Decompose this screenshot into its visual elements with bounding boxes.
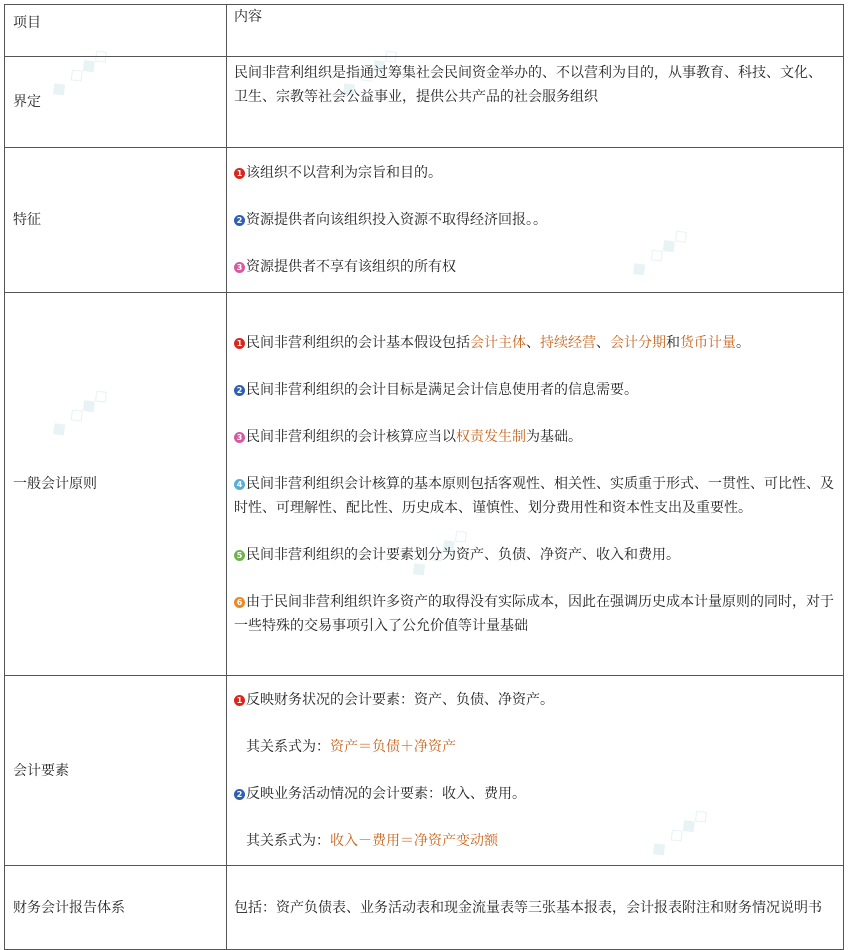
principle-text: 民间非营利组织的会计要素划分为资产、负债、净资产、收入和费用。 bbox=[246, 546, 680, 563]
separator-text: 、 bbox=[596, 334, 610, 351]
watermark-logo: ◆ ◇◆◇ bbox=[44, 381, 114, 443]
list-item bbox=[234, 425, 835, 449]
principle-text: 民间非营利组织的会计目标是满足会计信息使用者的信息需要。 bbox=[246, 381, 638, 398]
separator-text: 和 bbox=[666, 334, 680, 351]
table-row bbox=[5, 866, 844, 950]
feature-text: 资源提供者不享有该组织的所有权 bbox=[246, 259, 456, 275]
row-content-report bbox=[227, 866, 844, 950]
number-badge-icon: 2 bbox=[234, 789, 245, 800]
number-badge-icon: 6 bbox=[234, 597, 245, 608]
row-content-elements bbox=[227, 676, 844, 866]
table-header-row bbox=[5, 5, 844, 57]
principle-text: 民间非营利组织会计核算的基本原则包括客观性、相关性、实质重于形式、一贯性、可比性、及时性、可理解性、配比性、历史成本、谨慎性、划分费用性和资本性支出及重要性。 bbox=[234, 475, 834, 516]
row-content-definition bbox=[227, 57, 844, 148]
list-item bbox=[234, 472, 835, 520]
principle-text: 为基础。 bbox=[526, 428, 582, 445]
element-text: 反映财务状况的会计要素：资产、负债、净资产。 bbox=[246, 692, 554, 708]
list-item bbox=[234, 590, 835, 638]
number-badge-icon: 1 bbox=[234, 168, 245, 179]
number-badge-icon: 5 bbox=[234, 550, 245, 561]
row-content-principles bbox=[227, 293, 844, 676]
highlight-term: 持续经营 bbox=[540, 334, 596, 351]
feature-text: 该组织不以营利为宗旨和目的。 bbox=[246, 165, 442, 181]
highlight-term: 会计主体 bbox=[470, 334, 526, 351]
feature-text: 资源提供者向该组织投入资源不取得经济回报。。 bbox=[246, 212, 547, 228]
relation-line bbox=[234, 735, 835, 759]
list-item bbox=[234, 378, 835, 402]
row-label-definition: 界定 bbox=[5, 57, 227, 148]
row-label-elements: 会计要素 bbox=[5, 676, 227, 866]
watermark-logo: ◆ ◇◆◇ bbox=[404, 521, 474, 583]
list-item bbox=[234, 688, 835, 712]
row-content-features bbox=[227, 148, 844, 293]
row-label-principles: 一般会计原则 bbox=[5, 293, 227, 676]
highlight-term: 货币计量 bbox=[680, 334, 736, 351]
number-badge-icon: 3 bbox=[234, 432, 245, 443]
table-row bbox=[5, 148, 844, 293]
table-row bbox=[5, 293, 844, 676]
watermark-logo: ◆ ◇◆◇ bbox=[644, 801, 714, 863]
principle-text: 由于民间非营利组织许多资产的取得没有实际成本，因此在强调历史成本计量原则的同时，对于一些特殊的交易事项引入了公允价值等计量基础 bbox=[234, 593, 834, 634]
table-row bbox=[5, 676, 844, 866]
row-label-features: 特征 bbox=[5, 148, 227, 293]
element-text: 反映业务活动情况的会计要素：收入、费用。 bbox=[246, 786, 526, 802]
highlight-term: 权责发生制 bbox=[456, 428, 526, 445]
list-item bbox=[234, 255, 835, 279]
number-badge-icon: 2 bbox=[234, 385, 245, 396]
info-table bbox=[4, 4, 844, 950]
header-item: 项目 bbox=[5, 5, 227, 57]
highlight-term: 会计分期 bbox=[610, 334, 666, 351]
row-label-report: 财务会计报告体系 bbox=[5, 866, 227, 950]
principle-text: 民间非营利组织的会计核算应当以 bbox=[246, 428, 456, 445]
number-badge-icon: 2 bbox=[234, 215, 245, 226]
relation-formula: 资产＝负债＋净资产 bbox=[330, 739, 456, 755]
watermark-logo: ◆ ◇◆◇ bbox=[624, 221, 694, 283]
list-item bbox=[234, 331, 835, 355]
number-badge-icon: 1 bbox=[234, 338, 245, 349]
relation-formula: 收入－费用＝净资产变动额 bbox=[330, 833, 498, 849]
number-badge-icon: 4 bbox=[234, 479, 245, 490]
relation-prefix: 其关系式为： bbox=[246, 739, 330, 755]
principle-text: 民间非营利组织的会计基本假设包括 bbox=[246, 334, 470, 351]
definition-text: 民间非营利组织是指通过筹集社会民间资金举办的、不以营利为目的，从事教育、科技、文化、卫生、宗教等社会公益事业，提供公共产品的社会服务组织 bbox=[234, 65, 822, 105]
report-text: 包括：资产负债表、业务活动表和现金流量表等三张基本报表，会计报表附注和财务情况说明书 bbox=[234, 899, 822, 916]
header-content: 内容 bbox=[227, 5, 844, 57]
watermark-logo: ◆ ◇◆◇ bbox=[334, 41, 404, 103]
watermark-logo: ◆ ◇◆◇ bbox=[44, 41, 114, 103]
list-item bbox=[234, 543, 835, 567]
table-row bbox=[5, 57, 844, 148]
relation-line bbox=[234, 829, 835, 853]
number-badge-icon: 1 bbox=[234, 695, 245, 706]
number-badge-icon: 3 bbox=[234, 262, 245, 273]
separator-text: 、 bbox=[526, 334, 540, 351]
relation-prefix: 其关系式为： bbox=[246, 833, 330, 849]
list-item bbox=[234, 208, 835, 232]
list-item bbox=[234, 782, 835, 806]
list-item bbox=[234, 161, 835, 185]
separator-text: 。 bbox=[736, 334, 750, 351]
